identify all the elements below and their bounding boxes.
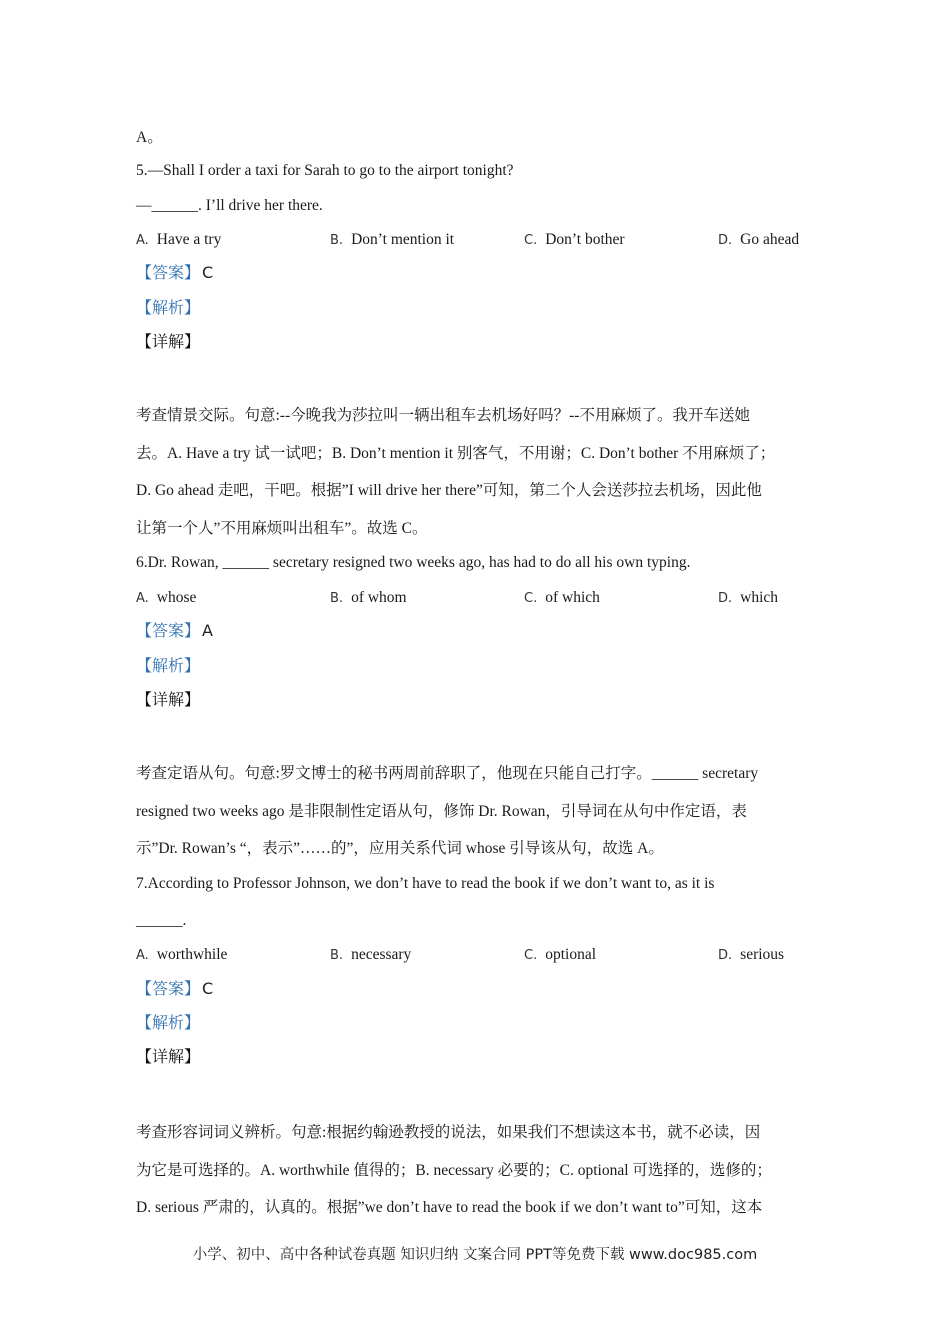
question-7-option-d [718,944,784,967]
question-6-option-b [330,587,407,610]
previous-answer-tail: A。 [136,129,163,146]
page-footer: 小学、初中、高中各种试卷真题 知识归纳 文案合同 PPT等免费下载 www.doc985.com [192,1247,758,1263]
answer-tag: 【答案】 [136,621,201,640]
question-6-answer [136,620,213,642]
option-text: optional [545,946,597,963]
option-letter: C. [524,233,538,248]
question-5-option-d [718,229,799,252]
question-6-option-d [718,587,778,610]
question-5-option-a [136,229,221,252]
option-letter: C. [524,948,538,963]
option-letter: D. [718,233,733,248]
explanation-line: 让第一个人”不用麻烦叫出租车”。故选 C。 [136,519,428,537]
question-6-analysis-tag: 【解析】 [136,656,201,675]
question-6-stem: 6.Dr. Rowan, ______ secretary resigned two weeks ago, has had to do all his own typing. [136,554,691,571]
option-text: of which [545,589,600,606]
explanation-line: resigned two weeks ago 是非限制性定语从句，修饰 Dr. Rowan，引导词在从句中作定语，表 [136,802,747,820]
explanation-line: 为它是可选择的。A. worthwhile 值得的；B. necessary 必要的；C. optional 可选择的，选修的； [136,1161,772,1179]
explanation-line: 考查定语从句。句意:罗文博士的秘书两周前辞职了，他现在只能自己打字。______ secretary [136,765,759,782]
question-5-explanation [136,397,816,547]
question-6-option-c [524,587,600,610]
question-7-answer [136,978,213,1000]
option-text: Don’t mention it [351,231,455,248]
question-7-option-c [524,944,596,967]
question-5-analysis-tag: 【解析】 [136,298,201,317]
option-text: necessary [351,946,412,963]
question-5-stem-reply: —______. I’ll drive her there. [136,197,323,214]
question-5-option-b [330,229,454,252]
option-letter: A. [136,591,149,606]
option-text: Don’t bother [545,231,625,248]
option-letter: C. [524,591,538,606]
question-6-explanation [136,755,816,868]
explanation-line: 去。A. Have a try 试一试吧；B. Don’t mention it 别客气，不用谢；C. Don’t bother 不用麻烦了； [136,444,776,462]
question-7-detail-tag: 【详解】 [136,1047,201,1066]
explanation-line: 考查形容词词义辨析。句意:根据约翰逊教授的说法，如果我们不想读这本书，就不必读，因 [136,1124,761,1141]
question-5-stem: 5.—Shall I order a taxi for Sarah to go to the airport tonight? [136,162,514,179]
answer-value: C [202,263,214,282]
option-letter: A. [136,948,149,963]
option-text: of whom [351,589,407,606]
question-7-stem: 7.According to Professor Johnson, we don’t have to read the book if we don’t want to, as it is [136,875,715,892]
question-7-stem-blank: ______. [136,912,187,929]
option-letter: D. [718,948,733,963]
answer-value: C [202,979,214,998]
question-6-option-a [136,587,196,610]
explanation-line: 示”Dr. Rowan’s “，表示”……的”，应用关系代词 whose 引导该从句，故选 A。 [136,840,664,857]
question-6-detail-tag: 【详解】 [136,690,201,709]
question-5-detail-tag: 【详解】 [136,332,201,351]
option-text: serious [740,946,785,963]
question-7-option-a [136,944,227,967]
question-7-option-b [330,944,411,967]
answer-value: A [202,621,213,640]
explanation-line: D. serious 严肃的，认真的。根据”we don’t have to read the book if we don’t want to”可知，这本 [136,1199,763,1216]
question-7-analysis-tag: 【解析】 [136,1013,201,1032]
question-7-explanation [136,1114,816,1227]
option-letter: B. [330,948,344,963]
option-letter: B. [330,233,344,248]
answer-tag: 【答案】 [136,979,201,998]
answer-tag: 【答案】 [136,263,201,282]
option-text: which [740,589,779,606]
option-letter: B. [330,591,344,606]
option-text: Go ahead [740,231,800,248]
option-text: whose [156,589,197,606]
explanation-line: D. Go ahead 走吧，干吧。根据”I will drive her there”可知，第二个人会送莎拉去机场，因此他 [136,482,762,499]
option-text: worthwhile [156,946,228,963]
option-letter: A. [136,233,149,248]
option-letter: D. [718,591,733,606]
question-5-answer [136,262,213,284]
option-text: Have a try [156,231,222,248]
question-5-option-c [524,229,625,252]
explanation-line: 考查情景交际。句意:--今晚我为莎拉叫一辆出租车去机场好吗？--不用麻烦了。我开车送她 [136,407,750,424]
